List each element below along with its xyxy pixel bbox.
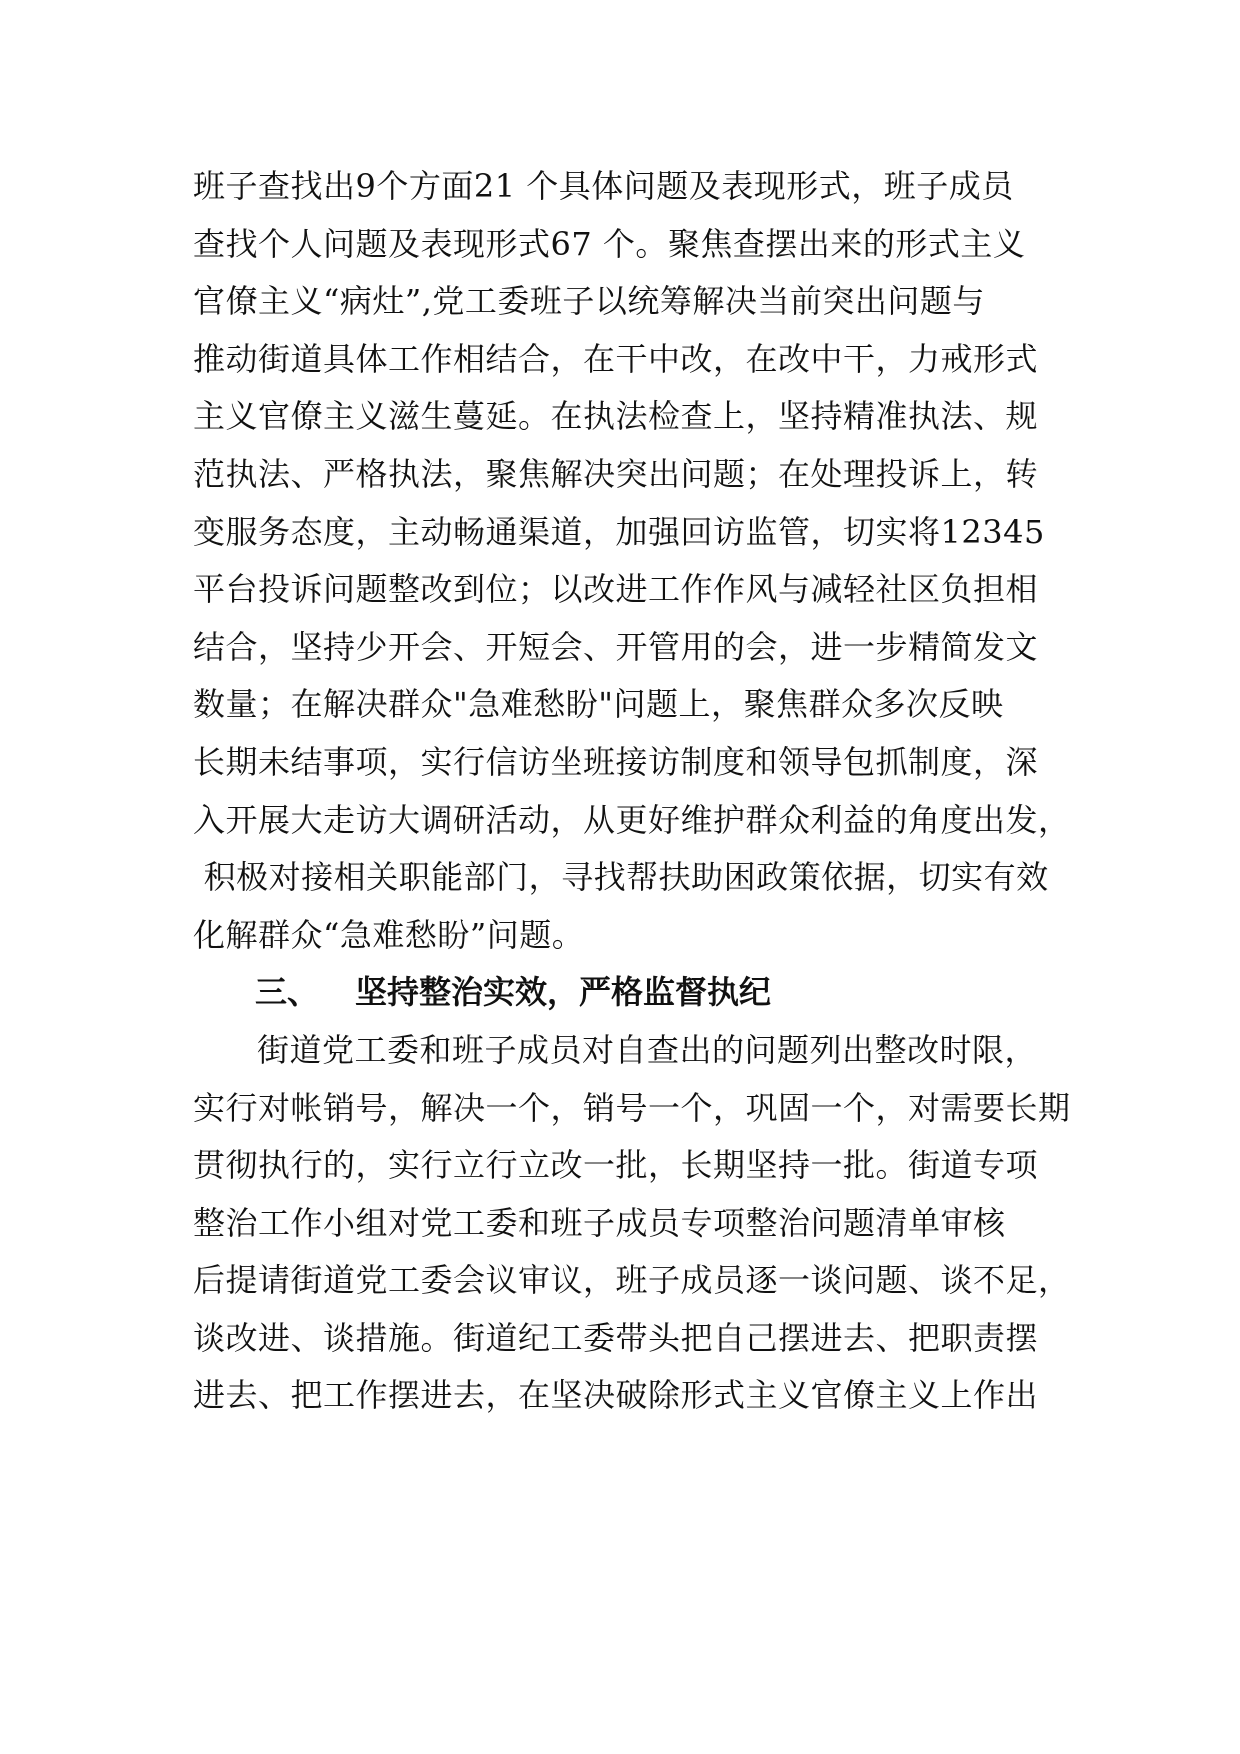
text-line: 积极对接相关职能部门，寻找帮扶助困政策依据，切实有效 [193, 858, 1049, 897]
text-line: 整治工作小组对党工委和班子成员专项整治问题清单审核 [193, 1203, 1006, 1242]
text-line: 后提请街道党工委会议审议，班子成员逐一谈问题、谈不足， [193, 1261, 1071, 1300]
text-line: 实行对帐销号，解决一个，销号一个，巩固一个，对需要长期 [193, 1088, 1071, 1127]
paragraph-2 [193, 1022, 1093, 1425]
document-body [193, 158, 1093, 1425]
text-line: 范执法、严格执法，聚焦解决突出问题；在处理投诉上，转 [193, 454, 1039, 493]
text-line: 数量；在解决群众"急难愁盼"问题上，聚焦群众多次反映 [193, 685, 1004, 724]
text-line: 变服务态度，主动畅通渠道，加强回访监管，切实将12345 [193, 512, 1045, 551]
text-line: 结合，坚持少开会、开短会、开管用的会，进一步精简发文 [193, 627, 1039, 666]
text-line: 推动街道具体工作相结合，在干中改，在改中干，力戒形式 [193, 339, 1039, 378]
paragraph-1 [193, 158, 1093, 964]
text-line: 进去、把工作摆进去，在坚决破除形式主义官僚主义上作出 [193, 1376, 1039, 1415]
text-line: 平台投诉问题整改到位；以改进工作作风与减轻社区负担相 [193, 570, 1039, 609]
section-heading [193, 964, 1093, 1022]
text-line: 查找个人问题及表现形式67 个。聚焦查摆出来的形式主义 [193, 224, 1026, 263]
text-line: 入开展大走访大调研活动，从更好维护群众利益的角度出发， [193, 800, 1071, 839]
section-title: 坚持整治实效，严格监督执纪 [355, 973, 772, 1012]
text-line: 主义官僚主义滋生蔓延。在执法检查上，坚持精准执法、规 [193, 397, 1039, 436]
text-line: 贯彻执行的，实行立行立改一批，长期坚持一批。街道专项 [193, 1146, 1039, 1185]
text-line: 化解群众“急难愁盼”问题。 [193, 915, 585, 954]
text-line: 谈改进、谈措施。街道纪工委带头把自己摆进去、把职责摆 [193, 1318, 1039, 1357]
text-line: 长期未结事项，实行信访坐班接访制度和领导包抓制度，深 [193, 742, 1039, 781]
section-number: 三、 [255, 973, 320, 1012]
text-line: 街道党工委和班子成员对自查出的问题列出整改时限， [257, 1030, 1038, 1069]
text-line: 官僚主义“病灶”,党工委班子以统筹解决当前突出问题与 [193, 282, 985, 321]
text-line: 班子查找出9个方面21 个具体问题及表现形式，班子成员 [193, 167, 1014, 205]
